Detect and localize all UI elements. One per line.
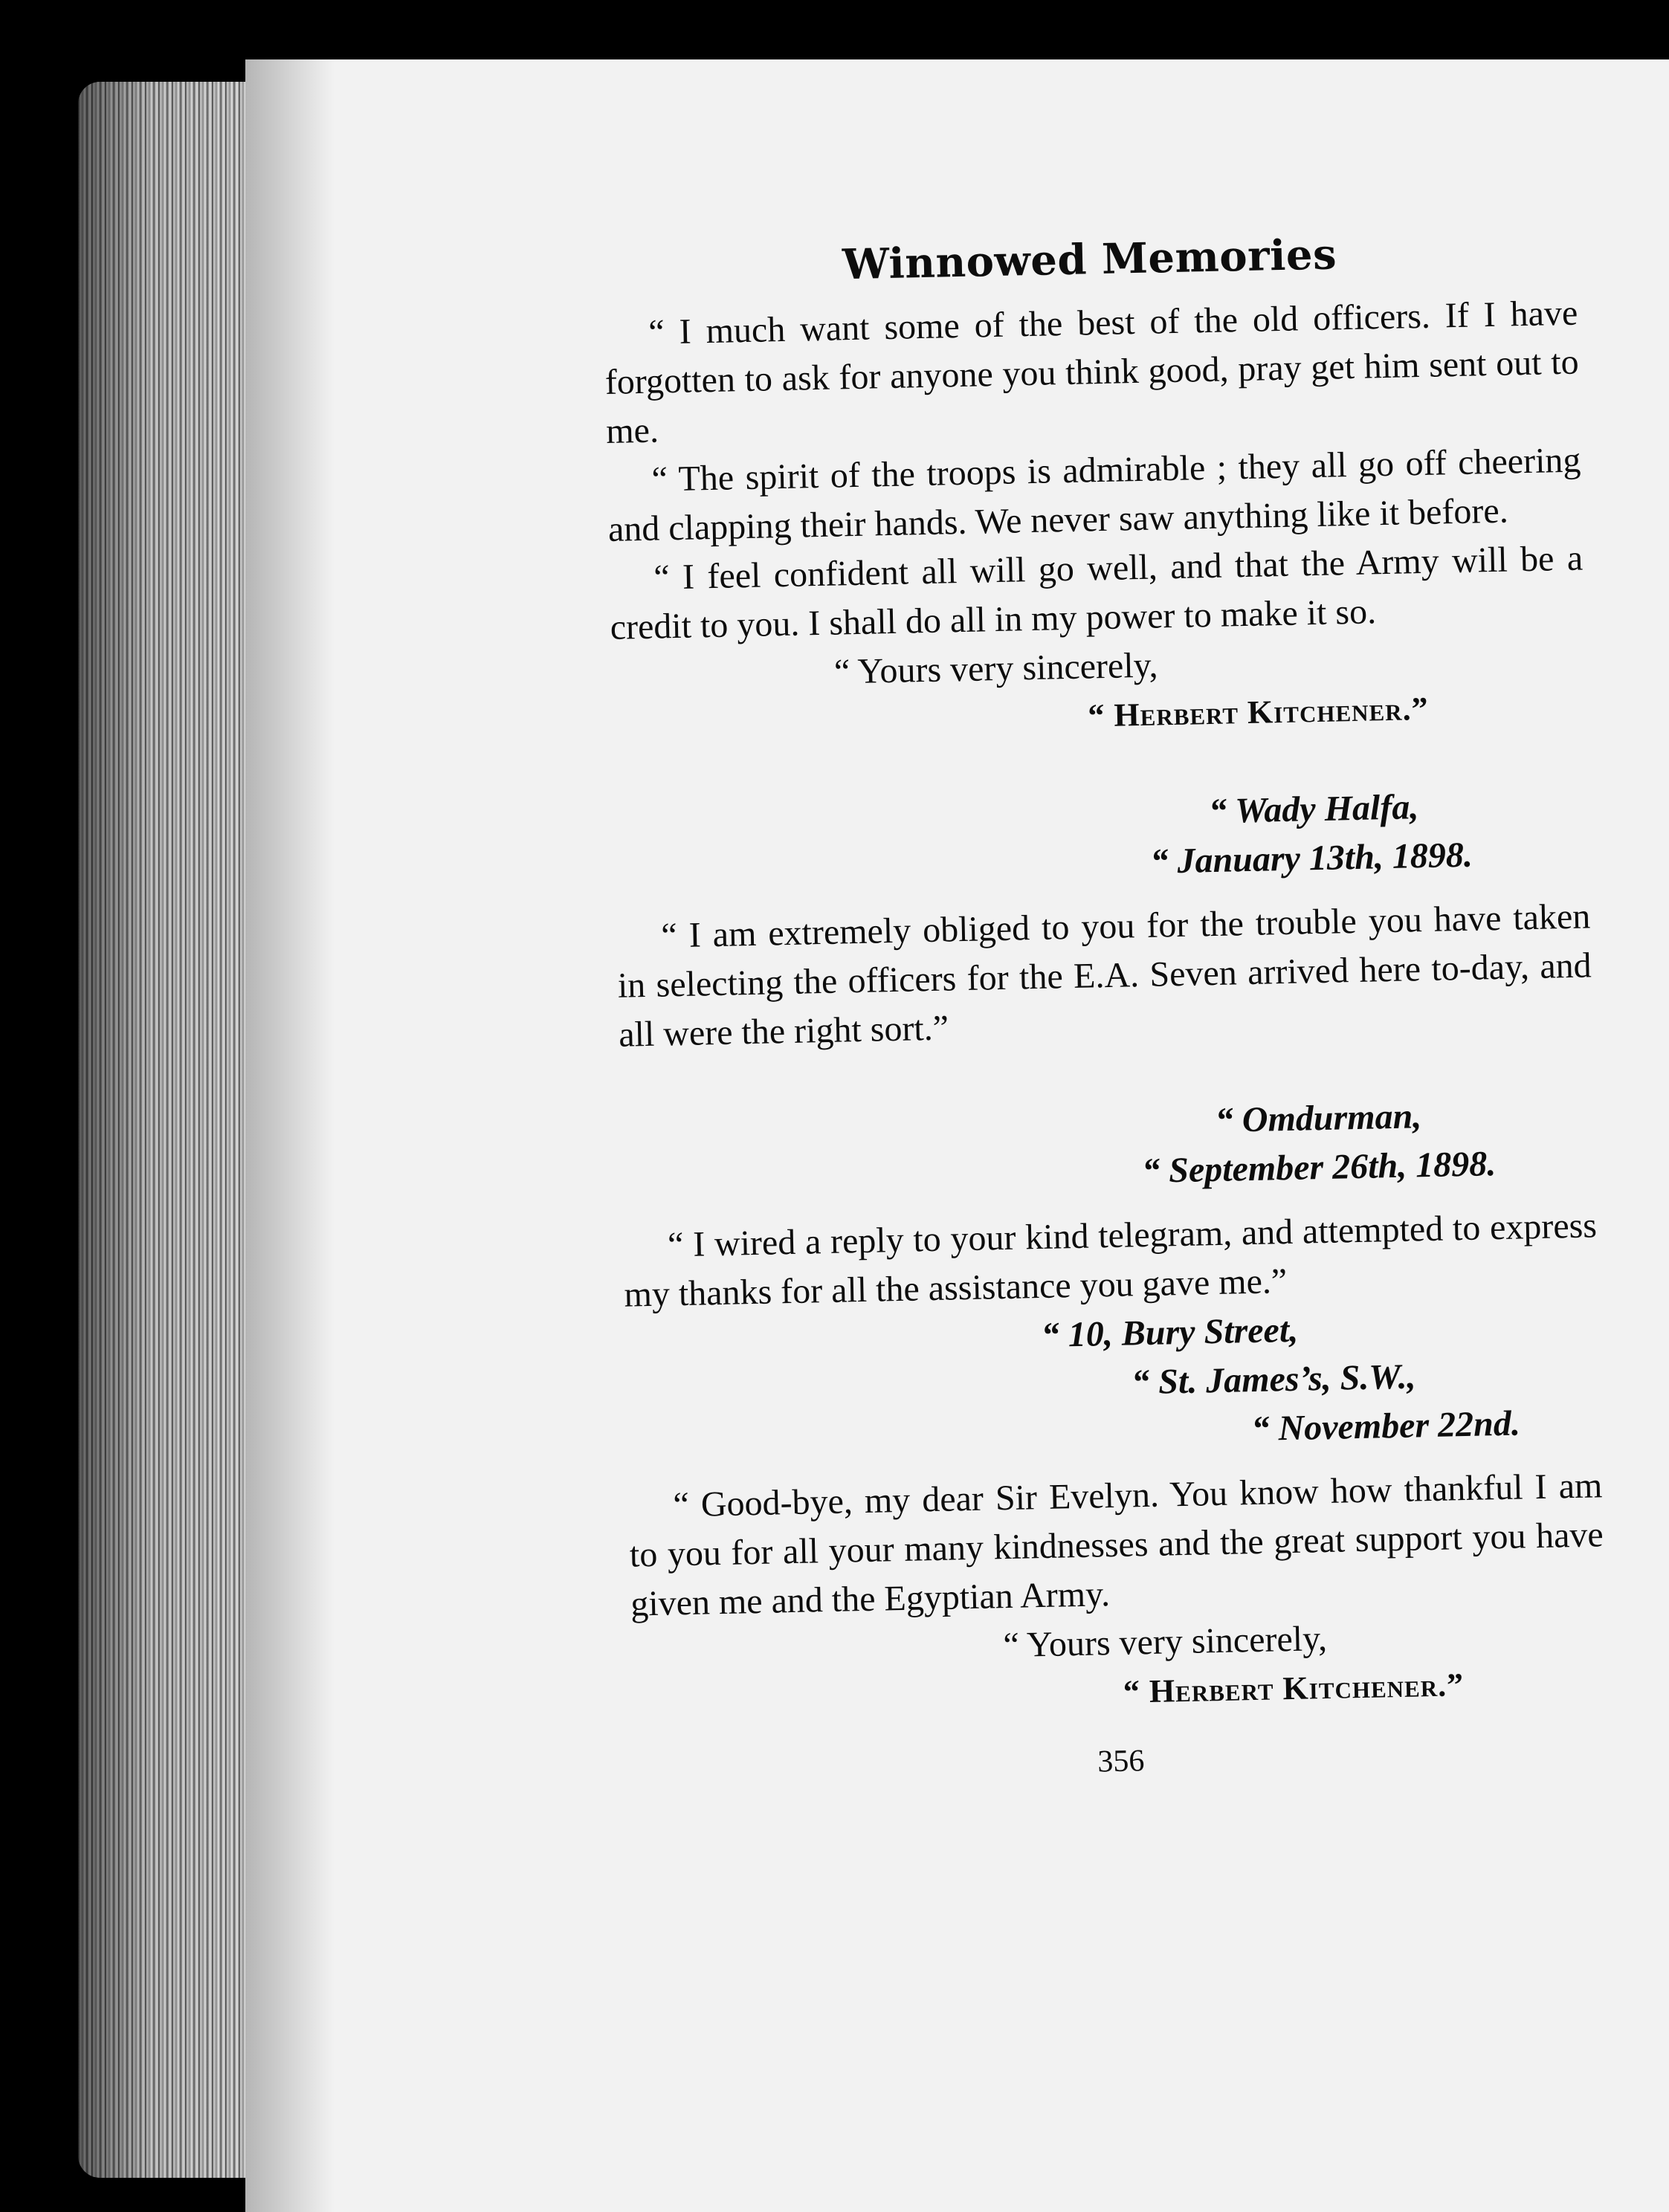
running-head: Winnowed Memories — [842, 230, 1337, 290]
book-page-edges — [78, 82, 264, 2178]
page-text — [602, 225, 1608, 1794]
letter4-paragraph: “ Good-bye, my dear Sir Evelyn. You know how thankful I am to you for all your many kindnesses and the great support you have given me and the Egyptian Army. — [629, 1466, 1604, 1624]
letter4-address-1: “ 10, Bury Street, — [1041, 1310, 1299, 1355]
letter4-closing: “ Yours very sincerely, — [1003, 1618, 1328, 1666]
letter2-date: “ January 13th, 1898. — [1149, 835, 1473, 882]
letter1-paragraph-3: “ I feel confident all will go well, and that the Army will be a credit to you. I shall do all in my power to make it so. — [610, 538, 1584, 647]
letter1-paragraph-1: “ I much want some of the best of the old officers. If I have forgotten to ask for anyone you think good, pray get him sent out to me. — [604, 293, 1580, 451]
page-number: 356 — [1097, 1744, 1145, 1779]
letter1-paragraph-2: “ The spirit of the troops is admirable ; they all go off cheering and clapping their hands. We never saw anything like it before. — [607, 440, 1581, 549]
letter2-place: “ Wady Halfa, — [1208, 787, 1419, 832]
letter4-signature: “ Herbert Kitchener.” — [1123, 1666, 1465, 1710]
letter3-place: “ Omdurman, — [1215, 1096, 1422, 1140]
letter2-paragraph: “ I am extremely obliged to you for the trouble you have taken in selecting the officers for the E.A. Seven arrived here to-day, and all were the right sort.” — [617, 896, 1592, 1055]
letter3-date: “ September 26th, 1898. — [1141, 1144, 1497, 1191]
letter3-paragraph: “ I wired a reply to your kind telegram, and attempted to express my thanks for all the assistance you gave me.” — [624, 1206, 1598, 1315]
letter4-date: “ November 22nd. — [1250, 1403, 1521, 1449]
letter1-signature: “ Herbert Kitchener.” — [1087, 690, 1430, 734]
letter4-address-2: “ St. James’s, S.W., — [1131, 1356, 1416, 1403]
letter1-closing: “ Yours very sincerely, — [833, 645, 1159, 692]
